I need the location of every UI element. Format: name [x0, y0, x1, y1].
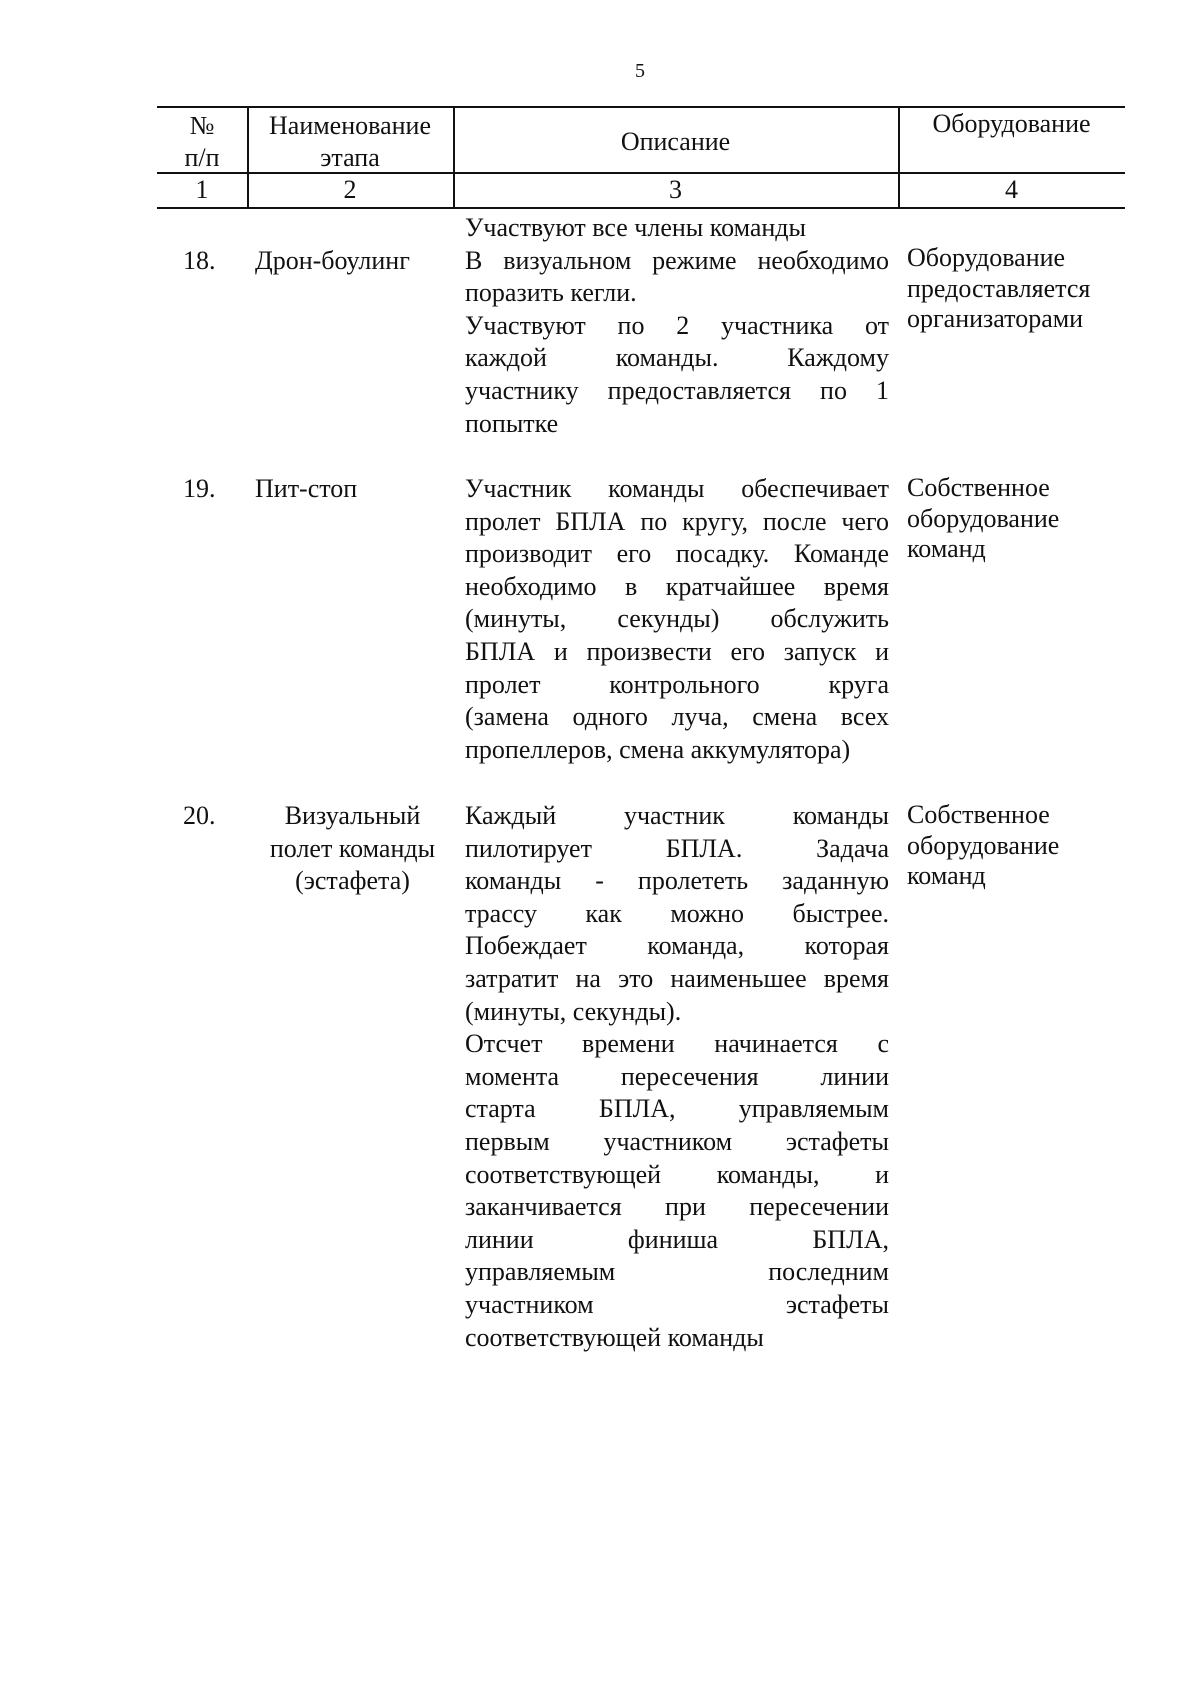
- desc-line: каждой команды. Каждому: [465, 343, 889, 373]
- header-stage-line1: Наименование: [269, 111, 431, 140]
- desc-line: попытке: [465, 408, 559, 438]
- equipment: [907, 473, 1127, 565]
- equip-line: оборудование: [907, 830, 1060, 860]
- equip-line: предоставляется: [907, 273, 1091, 303]
- header-num: [157, 110, 247, 174]
- desc-line: необходимо в кратчайшее время: [465, 571, 889, 601]
- header-stage-line2: этапа: [320, 143, 380, 172]
- page-number: 5: [635, 60, 645, 82]
- equip-line: оборудование: [907, 503, 1060, 533]
- desc-line: Отсчет времени начинается с: [465, 1029, 889, 1059]
- desc-line: пролет контрольного круга: [465, 669, 889, 699]
- equip-line: Собственное: [907, 473, 1050, 502]
- equipment: [907, 243, 1127, 335]
- desc-line: момента пересечения линии: [465, 1061, 889, 1091]
- desc-line: соответствующей команды: [465, 1322, 764, 1352]
- desc-line: Участник команды обеспечивает: [465, 474, 889, 503]
- stage-name: [255, 245, 455, 278]
- equipment: [907, 800, 1127, 892]
- header-num-line1: №: [189, 111, 215, 140]
- stage-name-line: Пит-стоп: [255, 474, 358, 503]
- column-number-4: 4: [1005, 175, 1018, 204]
- header-bottom-border: [157, 207, 1125, 209]
- stage-description: [465, 473, 889, 766]
- stage-description: [465, 800, 889, 1354]
- desc-line: поразить кегли.: [465, 278, 637, 308]
- desc-line: пролет БПЛА по кругу, после чего: [465, 506, 889, 536]
- equip-line: Собственное: [907, 800, 1050, 829]
- desc-line: затратит на это наименьшее время: [465, 963, 889, 993]
- row-number: 20.: [183, 801, 216, 830]
- column-number-3: 3: [669, 175, 682, 204]
- desc-line: участнику предоставляется по 1: [465, 375, 889, 405]
- stage-name: [250, 800, 455, 898]
- desc-line: Каждый участник команды: [465, 801, 889, 830]
- row-number: 19.: [183, 474, 216, 503]
- stage-description: [465, 212, 889, 440]
- desc-line: (минуты, секунды).: [465, 996, 682, 1026]
- desc-line: участником эстафеты: [465, 1289, 889, 1319]
- stage-name-line: Визуальный: [284, 801, 421, 830]
- column-number-2: 2: [343, 175, 357, 204]
- desc-line: Участвуют все члены команды: [465, 213, 806, 242]
- row-number: 18.: [183, 246, 216, 275]
- column-number-1: 1: [195, 175, 209, 204]
- stage-name: [255, 473, 455, 506]
- desc-line: заканчивается при пересечении: [465, 1192, 889, 1222]
- stage-name-line: (эстафета): [295, 866, 410, 896]
- desc-line: управляемым последним: [465, 1257, 889, 1287]
- desc-line: Участвуют по 2 участника от: [465, 310, 889, 340]
- desc-line: (замена одного луча, смена всех: [465, 702, 889, 732]
- desc-line: БПЛА и произвести его запуск и: [465, 636, 889, 666]
- header-desc: Описание: [620, 127, 731, 156]
- desc-line: команды - пролететь заданную: [465, 866, 889, 896]
- equip-line: организаторами: [907, 304, 1084, 333]
- desc-line: пропеллеров, смена аккумулятора): [465, 734, 851, 764]
- desc-line: старта БПЛА, управляемым: [465, 1094, 889, 1124]
- equip-line: команд: [907, 534, 986, 563]
- header-equip: Оборудование: [932, 109, 1091, 138]
- desc-line: пилотирует БПЛА. Задача: [465, 833, 889, 863]
- header-num-line2: п/п: [184, 143, 220, 172]
- desc-line: Побеждает команда, которая: [465, 931, 889, 961]
- desc-line: В визуальном режиме необходимо: [465, 245, 889, 275]
- desc-line: линии финиша БПЛА,: [465, 1224, 889, 1254]
- header-stage: [247, 110, 453, 174]
- equip-line: команд: [907, 861, 986, 890]
- desc-line: (минуты, секунды) обслужить: [465, 604, 889, 634]
- desc-line: соответствующей команды, и: [465, 1159, 889, 1189]
- desc-line: первым участником эстафеты: [465, 1126, 889, 1156]
- stage-name-line: полет команды: [269, 833, 436, 863]
- desc-line: производит его посадку. Команде: [465, 539, 889, 569]
- desc-line: трассу как можно быстрее.: [465, 898, 889, 928]
- stage-name-line: Дрон-боулинг: [255, 246, 410, 275]
- equip-line: Оборудование: [907, 243, 1066, 272]
